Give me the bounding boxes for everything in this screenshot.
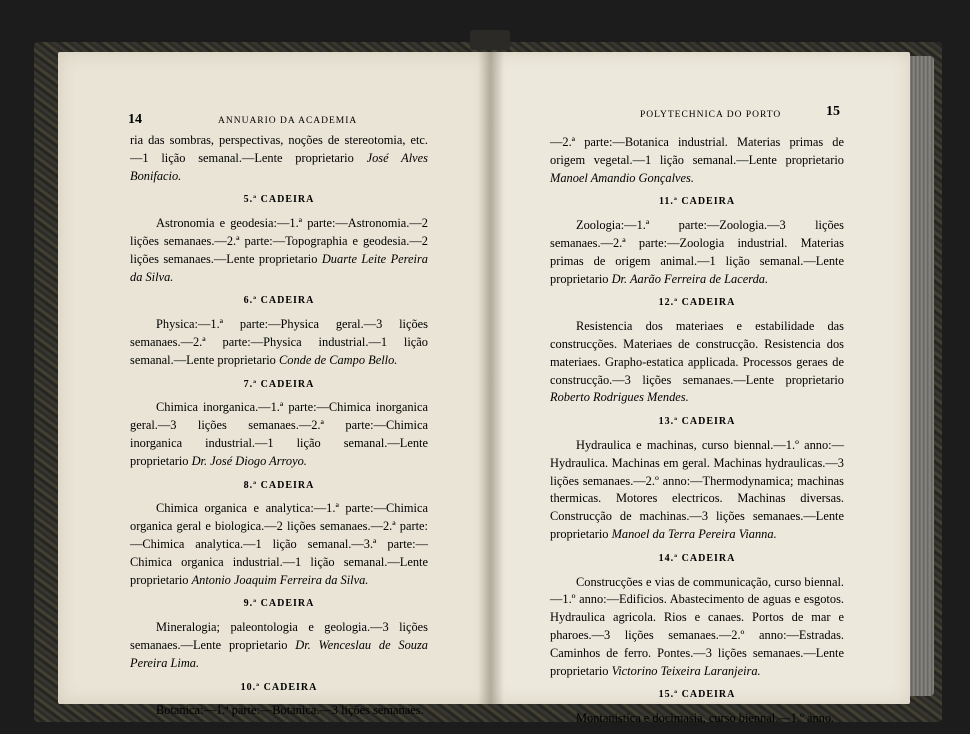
professor-name: Roberto Rodrigues Mendes. — [550, 390, 689, 405]
professor-name: Duarte Leite Pereira da Silva. — [130, 251, 428, 284]
professor-name: Dr. José Diogo Arroyo. — [191, 453, 307, 468]
paragraph-text: Zoologia:—1.ª parte:—Zoologia.—3 lições semanaes.—2.ª parte:—Zoologia industrial. Materias primas de origem animal.—1 lição semanal.—Lente proprietario — [550, 218, 844, 286]
professor-name: Manoel da Terra Pereira Vianna. — [611, 526, 777, 541]
cadeira-heading: 10.ª CADEIRA — [240, 681, 318, 693]
cadeira-heading: 11.ª CADEIRA — [658, 196, 736, 208]
paragraph — [550, 574, 844, 681]
paragraph-text: Chimica inorganica.—1.ª parte:—Chimica inorganica geral.—3 lições semanaes.—2.ª parte:—Chimica inorganica industrial.—1 lição semanal.—Lente proprietario — [130, 400, 428, 468]
paragraph-text: Montanistica e docimasia, curso biennal.—1.º anno. — [576, 711, 835, 726]
paragraph-text: Hydraulica e machinas, curso biennal.—1.º anno:—Hydraulica. Machinas em geral. Machinas hydraulicas.—3 lições semanaes.—2.º anno:—Thermodynamica; machinas thermicas. Motores electricos. Machinas diversas. Construcção de machinas.—3 lições semanaes.—Lente proprietario — [550, 437, 844, 541]
professor-name: Conde de Campo Bello. — [278, 352, 398, 367]
paragraph — [130, 399, 428, 470]
right-running-head: POLYTECHNICA DO PORTO — [640, 110, 782, 120]
paragraph-text: Resistencia dos materiaes e estabilidade das construcções. Materiaes de construcção. Resistencia dos materiaes. Grapho-estatica applicada. Processos geraes de construcção.—3 lições semanaes.—Lente proprietario — [550, 319, 844, 387]
paragraph — [130, 316, 428, 369]
right-page-number: 15 — [826, 104, 840, 119]
cadeira-heading: 13.ª CADEIRA — [658, 416, 736, 428]
paragraph — [130, 500, 428, 589]
cadeira-heading: 9.ª CADEIRA — [243, 598, 315, 610]
paragraph — [550, 217, 844, 288]
paragraph-text: Construcções e vias de communicação, curso biennal. —1.º anno:—Edificios. Abastecimento de aguas e esgotos. Hydraulica agricola. Rios e canaes. Portos de mar e pharoes.—3 lições semanaes.—2.º anno:—Estradas. Caminhos de ferro. Pontes.—3 lições semanaes.—Lente proprietario — [550, 574, 844, 678]
cadeira-heading: 6.ª CADEIRA — [243, 295, 315, 307]
professor-name: Victorino Teixeira Laranjeira. — [611, 663, 761, 678]
paragraph-text: Astronomia e geodesia:—1.ª parte:—Astronomia.—2 lições semanaes.—2.ª parte:—Topographia e geodesia.—2 lições semanaes.—Lente proprietario — [130, 216, 428, 266]
paragraph-text: Botanica:—1.ª parte:—Botanica.—3 lições semanaes. — [156, 703, 424, 718]
professor-name: José Alves Bonifacio. — [130, 150, 428, 183]
cadeira-heading: 5.ª CADEIRA — [243, 194, 315, 206]
paragraph-text: Mineralogia; paleontologia e geologia.—3 lições semanaes.—Lente proprietario — [130, 620, 428, 652]
paragraph — [130, 132, 428, 185]
professor-name: Antonio Joaquim Ferreira da Silva. — [191, 572, 369, 587]
left-running-head: ANNUARIO DA ACADEMIA — [218, 116, 358, 126]
paragraph — [550, 318, 844, 407]
paragraph-text: Chimica organica e analytica:—1.ª parte:—Chimica organica geral e biologica.—2 lições semanaes.—2.ª parte:—Chimica analytica.—1 lição semanal.—3.ª parte:—Chimica organica industrial.—1 lição semanal.—Lente proprietario — [130, 501, 428, 587]
cadeira-heading: 8.ª CADEIRA — [243, 479, 315, 491]
cadeira-heading: 14.ª CADEIRA — [658, 552, 736, 564]
paragraph-text: ria das sombras, perspectivas, noções de stereotomia, etc. —1 lição semanal.—Lente proprietario — [130, 133, 428, 165]
professor-name: Manoel Amandio Gonçalves. — [550, 170, 694, 185]
page-fore-edge — [908, 56, 934, 696]
paragraph — [130, 702, 428, 720]
professor-name: Dr. Wenceslau de Souza Pereira Lima. — [130, 637, 428, 670]
left-page-text — [130, 132, 428, 726]
paragraph — [130, 619, 428, 672]
cadeira-heading: 15.ª CADEIRA — [658, 689, 736, 701]
book-spine-top — [470, 30, 510, 50]
paragraph — [130, 215, 428, 286]
paragraph-text: Physica:—1.ª parte:—Physica geral.—3 lições semanaes.—2.ª parte:—Physica industrial.—1 lição semanal.—Lente proprietario — [130, 317, 428, 367]
left-page-number: 14 — [128, 112, 142, 127]
paragraph — [550, 710, 844, 728]
paragraph-text: —2.ª parte:—Botanica industrial. Materias primas de origem vegetal.—1 lição semanal.—Lente proprietario — [550, 135, 844, 167]
cadeira-heading: 7.ª CADEIRA — [243, 378, 315, 390]
professor-name: Dr. Aarão Ferreira de Lacerda. — [611, 271, 769, 286]
paragraph — [550, 134, 844, 187]
cadeira-heading: 12.ª CADEIRA — [658, 297, 736, 309]
paragraph — [550, 437, 844, 544]
book-gutter — [478, 52, 504, 704]
right-page-text — [550, 134, 844, 734]
